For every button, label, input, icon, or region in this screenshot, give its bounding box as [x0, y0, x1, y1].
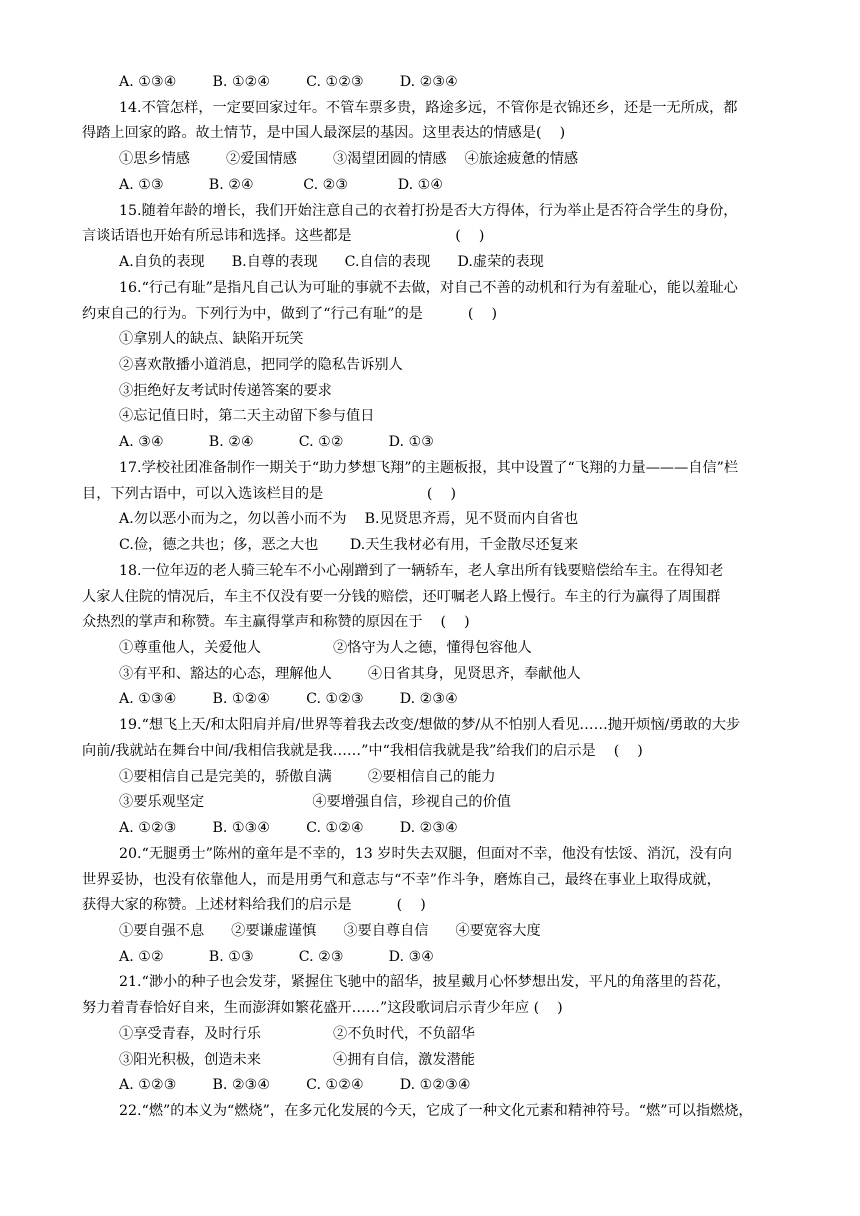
text-line: 22.“燃”的本义为“燃烧”，在多元化发展的今天，它成了一种文化元素和精神符号。“燃”可以指燃烧，	[119, 1103, 753, 1119]
text-line: ①拿别人的缺点、缺陷开玩笑	[119, 331, 304, 347]
text-line: A.自负的表现 B.自尊的表现 C.自信的表现 D.虚荣的表现	[119, 254, 544, 270]
text-line: 21.“渺小的种子也会发芽，紧握住飞驰中的韶华，披星戴月心怀梦想出发，平凡的角落里的苔花，	[119, 974, 731, 990]
text-line: A. ①② B. ①③ C. ②③ D. ③④	[119, 949, 435, 965]
text-line: ①要自强不息 ②要谦虚谨慎 ③要自尊自信 ④要宽容大度	[119, 923, 541, 939]
text-line: 向前/我就站在舞台中间/我相信我就是我……”中“我相信我就是我”给我们的启示是 ( )	[82, 743, 643, 759]
text-line: 努力着青春恰好自来，生而澎湃如繁花盛开……”这段歌词启示青少年应 ( )	[82, 1000, 563, 1016]
text-line: 20.“无腿勇士”陈州的童年是不幸的，13 岁时失去双腿，但面对不幸，他没有怯馁、消沉，没有向	[119, 846, 732, 862]
text-line: 目，下列古语中，可以入选该栏目的是 ( )	[82, 486, 457, 502]
text-line: ①思乡情感 ②爱国情感 ③渴望团圆的情感 ④旅途疲惫的情感	[119, 151, 579, 167]
text-line: A.勿以恶小而为之，勿以善小而不为 B.见贤思齐焉，见不贤而内自省也	[119, 511, 579, 527]
text-line: A. ①③ B. ②④ C. ②③ D. ①④	[119, 177, 444, 193]
text-line: A. ③④ B. ②④ C. ①② D. ①③	[119, 434, 435, 450]
text-line: 18.一位年迈的老人骑三轮车不小心剐蹭到了一辆轿车，老人拿出所有钱要赔偿给车主。在得知老	[119, 563, 724, 579]
text-line: 19.“想飞上天/和太阳肩并肩/世界等着我去改变/想做的梦/从不怕别人看见……抛开烦恼/勇敢的大步	[119, 717, 741, 733]
text-line: A. ①③④ B. ①②④ C. ①②③ D. ②③④	[119, 691, 458, 707]
text-line: 17.学校社团准备制作一期关于“助力梦想飞翔”的主题板报，其中设置了“飞翔的力量———自信”栏	[119, 460, 739, 476]
text-line: ①尊重他人，关爱他人 ②恪守为人之德，懂得包容他人	[119, 640, 532, 656]
text-line: A. ①③④ B. ①②④ C. ①②③ D. ②③④	[119, 74, 458, 90]
text-line: ④忘记值日时，第二天主动留下参与值日	[119, 408, 375, 424]
text-line: ①要相信自己是完美的，骄傲自满 ②要相信自己的能力	[119, 769, 496, 785]
text-line: ①享受青春，及时行乐 ②不负时代，不负韶华	[119, 1026, 475, 1042]
text-line: 14.不管怎样，一定要回家过年。不管车票多贵，路途多远，不管你是衣锦还乡，还是一无所成，都	[119, 100, 738, 116]
text-line: ③要乐观坚定 ④要增强自信，珍视自己的价值	[119, 794, 511, 810]
text-line: ②喜欢散播小道消息，把同学的隐私告诉别人	[119, 357, 403, 373]
text-line: ③有平和、豁达的心态，理解他人 ④日省其身，见贤思齐，奉献他人	[119, 666, 581, 682]
text-line: 人家人住院的情况后，车主不仅没有要一分钱的赔偿，还叮嘱老人路上慢行。车主的行为赢得了周围群	[82, 589, 721, 605]
text-line: A. ①②③ B. ②③④ C. ①②④ D. ①②③④	[119, 1077, 471, 1093]
text-line: C.俭，德之共也；侈，恶之大也 D.天生我材必有用，千金散尽还复来	[119, 537, 579, 553]
text-line: 得踏上回家的路。故土情节，是中国人最深层的基因。这里表达的情感是( )	[82, 125, 566, 141]
text-line: ③阳光积极，创造未来 ④拥有自信，激发潜能	[119, 1052, 475, 1068]
text-line: 言谈话语也开始有所忌讳和选择。这些都是 ( )	[82, 228, 485, 244]
text-line: 15.随着年龄的增长，我们开始注意自己的衣着打扮是否大方得体，行为举止是否符合学生的身份，	[119, 203, 738, 219]
text-line: 众热烈的掌声和称赞。车主赢得掌声和称赞的原因在于 ( )	[82, 614, 470, 630]
text-line: ③拒绝好友考试时传递答案的要求	[119, 383, 332, 399]
text-line: 16.“行己有耻”是指凡自己认为可耻的事就不去做，对自己不善的动机和行为有羞耻心，能以羞耻心	[119, 280, 738, 296]
text-line: A. ①②③ B. ①③④ C. ①②④ D. ②③④	[119, 820, 458, 836]
text-line: 世界妥协，也没有依靠他人，而是用勇气和意志与“不幸”作斗争，磨炼自己，最终在事业上取得成就，	[82, 872, 721, 888]
text-line: 获得大家的称赞。上述材料给我们的启示是 ( )	[82, 897, 426, 913]
text-line: 约束自己的行为。下列行为中，做到了“行己有耻”的是 ( )	[82, 306, 498, 322]
